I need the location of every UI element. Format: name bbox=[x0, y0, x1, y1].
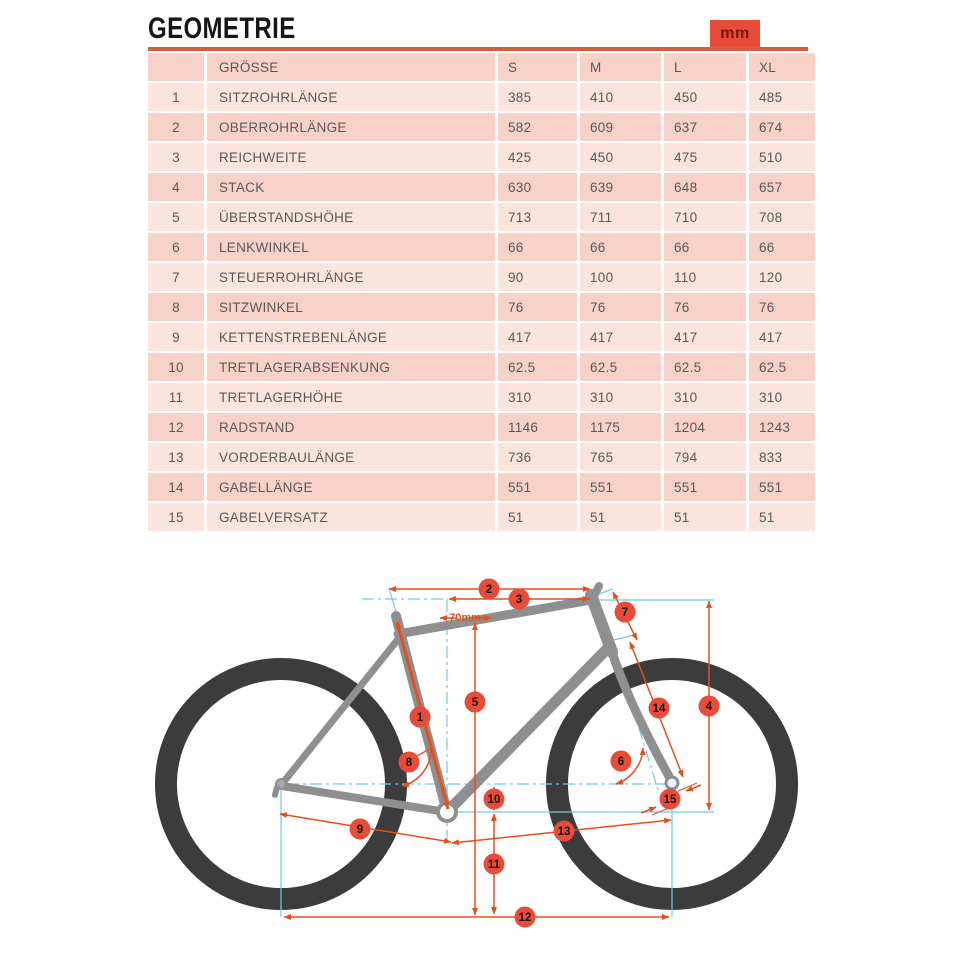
value-cell-l: 51 bbox=[664, 503, 746, 531]
dimension-badge bbox=[509, 589, 530, 610]
value-cell-m: 551 bbox=[580, 473, 661, 501]
row-number-cell: 12 bbox=[148, 413, 204, 441]
value-cell-l: 551 bbox=[664, 473, 746, 501]
value-cell-s: 51 bbox=[498, 503, 577, 531]
value-cell-s: 66 bbox=[498, 233, 577, 261]
svg-text:14: 14 bbox=[652, 703, 666, 715]
row-label-cell: STACK bbox=[207, 173, 495, 201]
value-cell-xl: 310 bbox=[749, 383, 815, 411]
row-number-cell: 11 bbox=[148, 383, 204, 411]
value-cell-xl: 485 bbox=[749, 83, 815, 111]
row-label-cell: REICHWEITE bbox=[207, 143, 495, 171]
row-label-cell: GABELLÄNGE bbox=[207, 473, 495, 501]
value-cell-l: 76 bbox=[664, 293, 746, 321]
value-cell-s: 713 bbox=[498, 203, 577, 231]
header-cell-groesse: GRÖSSE bbox=[207, 53, 495, 81]
dimension-badge bbox=[465, 692, 486, 713]
svg-text:8: 8 bbox=[405, 757, 413, 769]
value-cell-m: 450 bbox=[580, 143, 661, 171]
row-label-cell: RADSTAND bbox=[207, 413, 495, 441]
row-label-cell: OBERROHRLÄNGE bbox=[207, 113, 495, 141]
svg-text:12: 12 bbox=[518, 912, 532, 924]
row-number-cell: 3 bbox=[148, 143, 204, 171]
header-cell-m: M bbox=[580, 53, 661, 81]
row-label-cell: ÜBERSTANDSHÖHE bbox=[207, 203, 495, 231]
header-cell-l: L bbox=[664, 53, 746, 81]
dimension-badge bbox=[615, 602, 636, 623]
value-cell-l: 66 bbox=[664, 233, 746, 261]
dimension-badge bbox=[350, 819, 371, 840]
value-cell-s: 385 bbox=[498, 83, 577, 111]
dimension-badge bbox=[515, 907, 536, 928]
value-cell-s: 736 bbox=[498, 443, 577, 471]
value-cell-s: 62.5 bbox=[498, 353, 577, 381]
rear-dropout bbox=[271, 784, 280, 798]
value-cell-s: 1146 bbox=[498, 413, 577, 441]
svg-text:7: 7 bbox=[621, 607, 629, 619]
value-cell-s: 76 bbox=[498, 293, 577, 321]
dimension-badge bbox=[410, 707, 431, 728]
row-label-cell: STEUERROHRLÄNGE bbox=[207, 263, 495, 291]
svg-text:11: 11 bbox=[487, 859, 501, 871]
top-tube bbox=[398, 600, 591, 634]
row-label-cell: LENKWINKEL bbox=[207, 233, 495, 261]
svg-text:10: 10 bbox=[487, 794, 501, 806]
value-cell-xl: 510 bbox=[749, 143, 815, 171]
row-label-cell: SITZROHRLÄNGE bbox=[207, 83, 495, 111]
row-number-cell: 6 bbox=[148, 233, 204, 261]
value-cell-xl: 120 bbox=[749, 263, 815, 291]
value-cell-l: 648 bbox=[664, 173, 746, 201]
row-number-cell: 8 bbox=[148, 293, 204, 321]
value-cell-l: 450 bbox=[664, 83, 746, 111]
value-cell-s: 417 bbox=[498, 323, 577, 351]
row-number-cell: 2 bbox=[148, 113, 204, 141]
value-cell-l: 110 bbox=[664, 263, 746, 291]
value-cell-l: 475 bbox=[664, 143, 746, 171]
dimension-badge bbox=[479, 579, 500, 600]
value-cell-xl: 551 bbox=[749, 473, 815, 501]
unit-mm-badge[interactable]: mm bbox=[710, 20, 760, 48]
value-cell-s: 425 bbox=[498, 143, 577, 171]
dimension-badge bbox=[484, 854, 505, 875]
dimension-badge bbox=[611, 751, 632, 772]
value-cell-s: 90 bbox=[498, 263, 577, 291]
svg-text:1: 1 bbox=[416, 712, 424, 724]
header-cell-xl: XL bbox=[749, 53, 815, 81]
value-cell-l: 62.5 bbox=[664, 353, 746, 381]
row-label-cell: GABELVERSATZ bbox=[207, 503, 495, 531]
front-hub bbox=[666, 777, 678, 789]
value-cell-l: 417 bbox=[664, 323, 746, 351]
value-cell-m: 51 bbox=[580, 503, 661, 531]
value-cell-xl: 657 bbox=[749, 173, 815, 201]
row-number-cell: 13 bbox=[148, 443, 204, 471]
row-number-cell: 9 bbox=[148, 323, 204, 351]
value-cell-m: 609 bbox=[580, 113, 661, 141]
seat-offset-label: 70mm bbox=[449, 612, 481, 624]
stem-spacer bbox=[594, 586, 599, 596]
value-cell-m: 639 bbox=[580, 173, 661, 201]
value-cell-s: 551 bbox=[498, 473, 577, 501]
value-cell-xl: 66 bbox=[749, 233, 815, 261]
value-cell-l: 794 bbox=[664, 443, 746, 471]
row-label-cell: SITZWINKEL bbox=[207, 293, 495, 321]
value-cell-m: 310 bbox=[580, 383, 661, 411]
value-cell-xl: 417 bbox=[749, 323, 815, 351]
value-cell-s: 630 bbox=[498, 173, 577, 201]
row-number-cell: 1 bbox=[148, 83, 204, 111]
row-number-cell: 10 bbox=[148, 353, 204, 381]
value-cell-m: 100 bbox=[580, 263, 661, 291]
value-cell-m: 410 bbox=[580, 83, 661, 111]
value-cell-m: 711 bbox=[580, 203, 661, 231]
value-cell-m: 66 bbox=[580, 233, 661, 261]
value-cell-s: 310 bbox=[498, 383, 577, 411]
value-cell-m: 765 bbox=[580, 443, 661, 471]
row-label-cell: VORDERBAULÄNGE bbox=[207, 443, 495, 471]
row-number-cell: 15 bbox=[148, 503, 204, 531]
value-cell-m: 417 bbox=[580, 323, 661, 351]
row-number-cell: 4 bbox=[148, 173, 204, 201]
dimension-badge bbox=[554, 821, 575, 842]
row-label-cell: KETTENSTREBENLÄNGE bbox=[207, 323, 495, 351]
row-label-cell: TRETLAGERHÖHE bbox=[207, 383, 495, 411]
dimension-badge bbox=[699, 696, 720, 717]
row-number-cell: 5 bbox=[148, 203, 204, 231]
svg-text:3: 3 bbox=[515, 594, 523, 606]
value-cell-xl: 76 bbox=[749, 293, 815, 321]
value-cell-s: 582 bbox=[498, 113, 577, 141]
value-cell-m: 76 bbox=[580, 293, 661, 321]
value-cell-m: 1175 bbox=[580, 413, 661, 441]
value-cell-xl: 62.5 bbox=[749, 353, 815, 381]
svg-text:2: 2 bbox=[485, 584, 493, 596]
value-cell-xl: 833 bbox=[749, 443, 815, 471]
dimension-badge bbox=[484, 789, 505, 810]
value-cell-xl: 674 bbox=[749, 113, 815, 141]
value-cell-m: 62.5 bbox=[580, 353, 661, 381]
value-cell-l: 710 bbox=[664, 203, 746, 231]
value-cell-l: 1204 bbox=[664, 413, 746, 441]
head-tube bbox=[591, 595, 612, 652]
value-cell-xl: 1243 bbox=[749, 413, 815, 441]
header-cell-s: S bbox=[498, 53, 577, 81]
svg-text:4: 4 bbox=[705, 701, 713, 713]
dimension-badge bbox=[649, 698, 670, 719]
value-cell-l: 637 bbox=[664, 113, 746, 141]
row-number-cell: 14 bbox=[148, 473, 204, 501]
row-label-cell: TRETLAGERABSENKUNG bbox=[207, 353, 495, 381]
page-title: GEOMETRIE bbox=[148, 12, 296, 45]
svg-text:13: 13 bbox=[557, 826, 571, 838]
dimension-badge bbox=[660, 789, 681, 810]
svg-text:5: 5 bbox=[471, 697, 479, 709]
value-cell-xl: 51 bbox=[749, 503, 815, 531]
chain-stay bbox=[282, 786, 446, 812]
value-cell-l: 310 bbox=[664, 383, 746, 411]
svg-text:15: 15 bbox=[663, 794, 677, 806]
dimension-badge bbox=[399, 752, 420, 773]
svg-text:6: 6 bbox=[617, 756, 625, 768]
svg-text:9: 9 bbox=[356, 824, 364, 836]
row-number-cell: 7 bbox=[148, 263, 204, 291]
value-cell-xl: 708 bbox=[749, 203, 815, 231]
